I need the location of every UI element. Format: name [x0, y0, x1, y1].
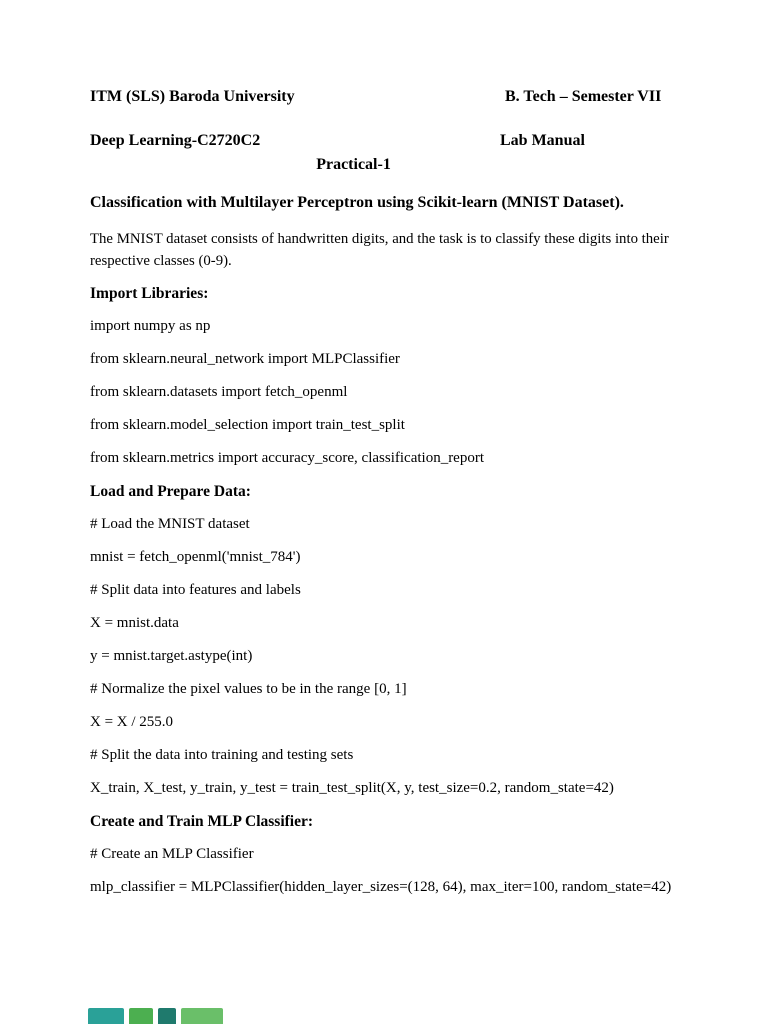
doc-body: [90, 284, 677, 897]
preview-bar: [129, 1008, 153, 1024]
doc-line: y = mnist.target.astype(int): [90, 648, 253, 664]
section-heading: Load and Prepare Data:: [90, 483, 251, 500]
page-content: [90, 88, 677, 911]
doc-line: # Split the data into training and testing sets: [90, 747, 354, 763]
course-name: Deep Learning-C2720C2: [90, 132, 261, 149]
lab-manual-label: Lab Manual: [500, 132, 585, 149]
header-row-1: [90, 88, 677, 108]
document-title: Classification with Multilayer Perceptron using Scikit-learn (MNIST Dataset).: [90, 194, 624, 211]
preview-bar: [181, 1008, 223, 1024]
doc-line: X = X / 255.0: [90, 714, 174, 730]
section-heading: Import Libraries:: [90, 285, 209, 302]
doc-line: # Split data into features and labels: [90, 582, 301, 598]
doc-line: # Create an MLP Classifier: [90, 846, 254, 862]
section-heading: Create and Train MLP Classifier:: [90, 813, 314, 830]
practical-heading: Practical-1: [316, 156, 391, 173]
doc-line: from sklearn.neural_network import MLPClassifier: [90, 351, 400, 367]
doc-line: # Load the MNIST dataset: [90, 516, 250, 532]
intro-paragraph: The MNIST dataset consists of handwritten digits, and the task is to classify these digits into their respective classes (0-9).: [90, 231, 669, 269]
doc-line: mnist = fetch_openml('mnist_784'): [90, 549, 301, 565]
doc-line: from sklearn.metrics import accuracy_score, classification_report: [90, 450, 485, 466]
doc-line: mlp_classifier = MLPClassifier(hidden_layer_sizes=(128, 64), max_iter=100, random_state=42): [90, 879, 672, 895]
preview-bar: [88, 1008, 124, 1024]
doc-line: import numpy as np: [90, 318, 211, 334]
semester-label: B. Tech – Semester VII: [505, 88, 662, 105]
header-row-2: [90, 132, 677, 152]
doc-line: # Normalize the pixel values to be in the range [0, 1]: [90, 681, 407, 697]
doc-line: X = mnist.data: [90, 615, 179, 631]
doc-line: from sklearn.model_selection import train_test_split: [90, 417, 405, 433]
next-page-preview: [88, 1008, 223, 1024]
doc-line: X_train, X_test, y_train, y_test = train_test_split(X, y, test_size=0.2, random_state=42): [90, 780, 614, 796]
university-name: ITM (SLS) Baroda University: [90, 88, 295, 105]
preview-bar: [158, 1008, 176, 1024]
doc-line: from sklearn.datasets import fetch_openml: [90, 384, 348, 400]
